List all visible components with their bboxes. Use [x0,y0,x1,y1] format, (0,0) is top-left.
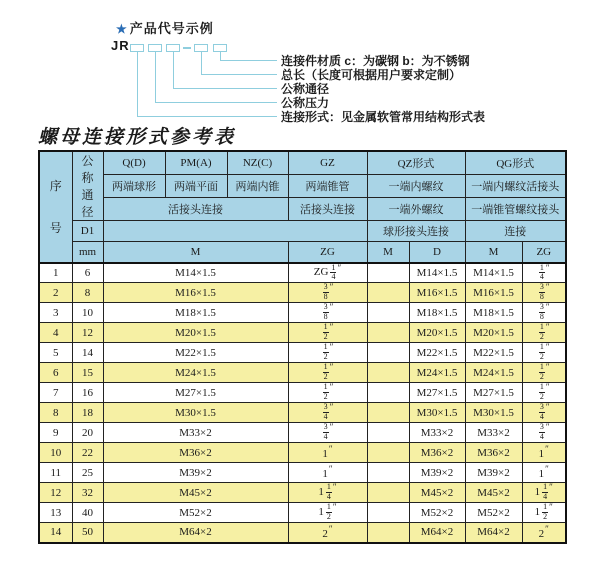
cell-zg: 1″ [288,463,367,483]
cell-mm: 22 [72,443,103,463]
cell-qg-m: M52×2 [465,503,522,523]
header-unit-zg: ZG [288,242,367,263]
cell-zg: $\frac{1}{2}$ ″ [288,383,367,403]
code-dash [183,47,191,49]
table-row [39,343,566,363]
diagram-title-text: 产品代号示例 [129,21,214,36]
cell-m: M39×2 [103,463,288,483]
cell-qg-zg: $\frac{1}{2}$ ″ [522,383,566,403]
callout-diameter: 公称通径 [281,82,330,96]
header-qg-row4: 连接 [465,221,566,242]
cell-serial: 14 [39,523,72,543]
cell-qz-d: M64×2 [409,523,465,543]
cell-qg-zg: 1″ [522,443,566,463]
cell-qg-zg: $\frac{1}{2}$ ″ [522,363,566,383]
header-q-desc: 两端球形 [103,174,165,197]
header-union-conn: 活接头连接 [103,197,288,220]
cell-m: M22×1.5 [103,343,288,363]
cell-serial: 10 [39,443,72,463]
cell-mm: 8 [72,283,103,303]
table-row [39,283,566,303]
cell-zg: $\frac{3}{4}$ ″ [288,403,367,423]
cell-mm: 14 [72,343,103,363]
table-row [39,423,566,443]
cell-qg-m: M14×1.5 [465,263,522,283]
cell-mm: 50 [72,523,103,543]
cell-qg-m: M33×2 [465,423,522,443]
cell-zg: $\frac{3}{4}$ ″ [288,423,367,443]
cell-serial: 6 [39,363,72,383]
cell-qz-m [367,483,409,503]
cell-m: M45×2 [103,483,288,503]
cell-m: M30×1.5 [103,403,288,423]
table-row [39,403,566,423]
cell-qg-m: M30×1.5 [465,403,522,423]
cell-zg: 1 $\frac{1}{2}$ ″ [288,503,367,523]
cell-zg: 1 $\frac{1}{4}$ ″ [288,483,367,503]
cell-qg-zg: $\frac{3}{8}$ ″ [522,303,566,323]
header-qz-unit-m: M [367,242,409,263]
cell-qz-m [367,463,409,483]
header-qz-code: QZ形式 [367,151,465,174]
header-qg-row3: 一端锥管螺纹接头 [465,197,566,220]
cell-qz-d: M22×1.5 [409,343,465,363]
table-row [39,463,566,483]
header-q-code: Q(D) [103,151,165,174]
callout-pressure: 公称压力 [281,96,330,110]
header-gz-code: GZ [288,151,367,174]
cell-qz-d: M39×2 [409,463,465,483]
cell-mm: 16 [72,383,103,403]
table-row [39,483,566,503]
callout-material: 连接件材质 c：为碳钢 b：为不锈钢 [281,54,470,68]
code-box-1 [130,44,144,52]
header-qz-row4: 球形接头连接 [367,221,465,242]
diagram-title [116,18,214,37]
cell-qz-m [367,383,409,403]
cell-zg: $\frac{1}{2}$ ″ [288,363,367,383]
cell-serial: 8 [39,403,72,423]
table-row [39,523,566,543]
cell-qz-m [367,343,409,363]
cell-qg-zg: $\frac{1}{2}$ ″ [522,343,566,363]
cell-zg: $\frac{1}{2}$ ″ [288,343,367,363]
cell-qg-zg: 1 $\frac{1}{4}$ ″ [522,483,566,503]
cell-qz-m [367,283,409,303]
cell-qz-m [367,363,409,383]
cell-qz-d: M16×1.5 [409,283,465,303]
cell-mm: 12 [72,323,103,343]
header-blank-cell [103,221,367,242]
cell-qg-zg: $\frac{3}{4}$ ″ [522,423,566,443]
header-qg-unit-m: M [465,242,522,263]
table-row [39,443,566,463]
cell-qg-zg: $\frac{1}{4}$ ″ [522,263,566,283]
cell-qz-m [367,503,409,523]
cell-m: M33×2 [103,423,288,443]
cell-serial: 1 [39,263,72,283]
reference-table [38,150,567,544]
table-header [39,151,566,263]
cell-qz-m [367,443,409,463]
header-qg-unit-zg: ZG [522,242,566,263]
cell-m: M64×2 [103,523,288,543]
cell-qz-d: M14×1.5 [409,263,465,283]
cell-serial: 3 [39,303,72,323]
cell-serial: 4 [39,323,72,343]
cell-qg-m: M39×2 [465,463,522,483]
table-row [39,503,566,523]
header-serial: 序 号 [39,151,72,263]
cell-zg: $\frac{1}{2}$ ″ [288,323,367,343]
cell-mm: 32 [72,483,103,503]
cell-zg: $\frac{3}{8}$ ″ [288,303,367,323]
cell-qg-m: M36×2 [465,443,522,463]
cell-qg-m: M24×1.5 [465,363,522,383]
cell-m: M14×1.5 [103,263,288,283]
cell-qz-m [367,523,409,543]
header-nz-desc: 两端内锥 [227,174,288,197]
cell-qg-zg: 2″ [522,523,566,543]
code-prefix: JR [111,38,130,53]
table-body [39,263,566,543]
cell-qg-zg: $\frac{1}{2}$ ″ [522,323,566,343]
cell-qz-d: M18×1.5 [409,303,465,323]
cell-qz-d: M36×2 [409,443,465,463]
table-row [39,363,566,383]
cell-serial: 5 [39,343,72,363]
cell-m: M24×1.5 [103,363,288,383]
table-row [39,263,566,283]
cell-qg-zg: 1 $\frac{1}{2}$ ″ [522,503,566,523]
header-pm-code: PM(A) [165,151,227,174]
cell-m: M16×1.5 [103,283,288,303]
cell-zg: $\frac{3}{8}$ ″ [288,283,367,303]
cell-qz-m [367,323,409,343]
cell-serial: 12 [39,483,72,503]
cell-qz-d: M52×2 [409,503,465,523]
cell-qg-m: M18×1.5 [465,303,522,323]
table-row [39,383,566,403]
cell-qz-d: M45×2 [409,483,465,503]
cell-qg-m: M16×1.5 [465,283,522,303]
cell-qg-zg: $\frac{3}{8}$ ″ [522,283,566,303]
star-icon: ★ [116,22,128,36]
header-qz-unit-d: D [409,242,465,263]
cell-serial: 2 [39,283,72,303]
header-pm-desc: 两端平面 [165,174,227,197]
cell-m: M20×1.5 [103,323,288,343]
table-row [39,323,566,343]
cell-zg: 1″ [288,443,367,463]
cell-m: M18×1.5 [103,303,288,323]
code-box-3 [166,44,180,52]
cell-mm: 40 [72,503,103,523]
header-unit-m: M [103,242,288,263]
cell-qz-m [367,403,409,423]
cell-serial: 7 [39,383,72,403]
code-box-2 [148,44,162,52]
table-row [39,303,566,323]
header-qg-code: QG形式 [465,151,566,174]
cell-qz-d: M27×1.5 [409,383,465,403]
cell-m: M27×1.5 [103,383,288,403]
cell-m: M52×2 [103,503,288,523]
cell-mm: 18 [72,403,103,423]
cell-qg-zg: $\frac{3}{4}$ ″ [522,403,566,423]
header-gz-desc: 两端锥管 [288,174,367,197]
code-box-4 [194,44,208,52]
cell-zg: ZG $\frac{1}{4}$ ″ [288,263,367,283]
cell-qg-m: M27×1.5 [465,383,522,403]
cell-mm: 25 [72,463,103,483]
cell-qg-m: M64×2 [465,523,522,543]
cell-mm: 10 [72,303,103,323]
cell-serial: 9 [39,423,72,443]
header-gz-union-conn: 活接头连接 [288,197,367,220]
cell-qz-m [367,303,409,323]
header-bore: 公 称 通 径 [72,151,103,221]
cell-mm: 6 [72,263,103,283]
cell-serial: 13 [39,503,72,523]
table-title: 螺母连接形式参考表 [38,126,237,148]
callout-line-5 [137,52,277,117]
cell-mm: 20 [72,423,103,443]
cell-qz-d: M33×2 [409,423,465,443]
cell-qz-m [367,263,409,283]
callout-length: 总长（长度可根据用户要求定制） [281,68,462,82]
header-d1: D1 [72,221,103,242]
cell-mm: 15 [72,363,103,383]
header-nz-code: NZ(C) [227,151,288,174]
cell-qz-d: M24×1.5 [409,363,465,383]
cell-m: M36×2 [103,443,288,463]
cell-qz-m [367,423,409,443]
header-mm: mm [72,242,103,263]
cell-qz-d: M30×1.5 [409,403,465,423]
header-qz-row2: 一端内螺纹 [367,174,465,197]
cell-qz-d: M20×1.5 [409,323,465,343]
cell-zg: 2″ [288,523,367,543]
cell-serial: 11 [39,463,72,483]
cell-qg-m: M45×2 [465,483,522,503]
header-qz-row3: 一端外螺纹 [367,197,465,220]
cell-qg-m: M22×1.5 [465,343,522,363]
callout-conn-form: 连接形式：见金属软管常用结构形式表 [281,110,486,124]
code-box-5 [213,44,227,52]
cell-qg-m: M20×1.5 [465,323,522,343]
header-qg-row2: 一端内螺纹活接头 [465,174,566,197]
cell-qg-zg: 1″ [522,463,566,483]
